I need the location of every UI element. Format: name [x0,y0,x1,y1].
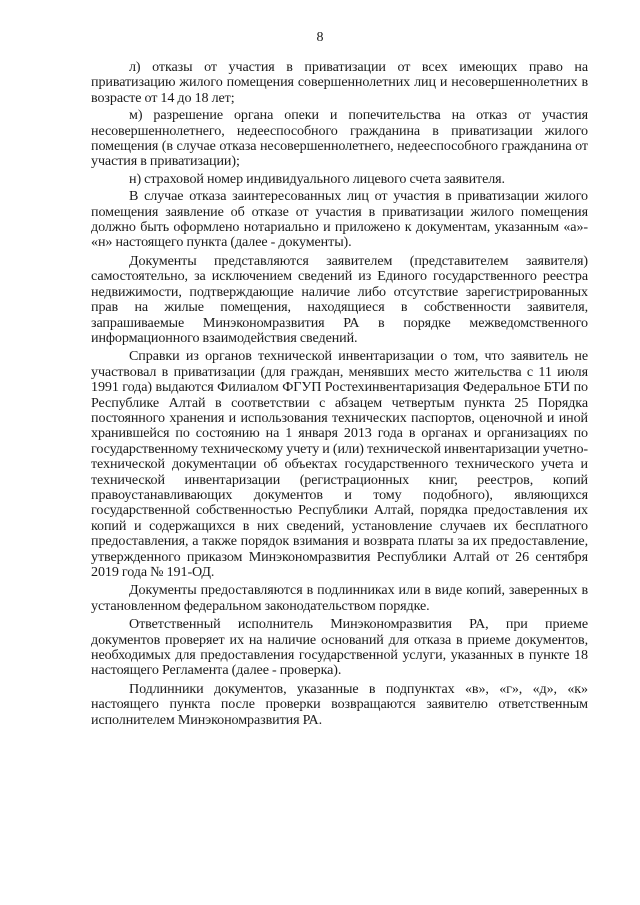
paragraph-originals-or-copies: Документы предоставляются в подлинниках или в виде копий, заверенных в установленном федеральном законодательством порядке. [91,582,588,614]
page-number: 8 [316,30,324,45]
list-item-m: м) разрешение органа опеки и попечительства на отказ от участия несовершеннолетнего, недееспособного гражданина в приватизации жилого помещения (в случае отказа несовершеннолетнего, недееспособного гражданина от участия в приватизации); [91,107,588,170]
paragraph-documents-submitted: Документы представляются заявителем (представителем заявителя) самостоятельно, за исключением сведений из Единого государственного реестра недвижимости, подтверждающие наличие либо отсутствие зарегистрированных прав на жилые помещения, находящиеся в собственности заявителя, запрашиваемые Минэкономразвития РА в порядке межведомственного информационного взаимодействия сведений. [91,252,588,346]
paragraph-refusal: В случае отказа заинтересованных лиц от участия в приватизации жилого помещения заявление об отказе от участия в приватизации жилого помещения должно быть оформлено нотариально и приложено к документам, указанным «а»- «н» настоящего пункта (далее - документы). [91,188,588,251]
document-body [91,60,588,731]
paragraph-responsible-officer: Ответственный исполнитель Минэкономразвития РА, при приеме документов проверяет их на наличие оснований для отказа в приеме документов, необходимых для предоставления государственной услуги, указанных в пункте 18 настоящего Регламента (далее - проверка). [91,616,588,679]
list-item-n: н) страховой номер индивидуального лицевого счета заявителя. [129,170,505,187]
list-item-l: л) отказы от участия в приватизации от всех имеющих право на приватизацию жилого помещения совершеннолетних лиц и несовершеннолетних в возрасте от 14 до 18 лет; [91,59,588,106]
paragraph-originals-returned: Подлинники документов, указанные в подпунктах «в», «г», «д», «к» настоящего пункта после проверки возвращаются заявителю ответственным исполнителем Минэкономразвития РА. [91,680,588,728]
paragraph-bti-certificates: Справки из органов технической инвентаризации о том, что заявитель не участвовал в приватизации (для граждан, менявших место жительства с 11 июля 1991 года) выдаются Филиалом ФГУП Ростехинвентаризация Федеральное БТИ по Республике Алтай в соответствии с абзацем четвертым пункта 25 Порядка постоянного хранения и использования технических паспортов, оценочной и иной хранившейся по состоянию на 1 января 2013 года в органах и организациях по государственному техническому учету и (или) технической инвентаризации учетно-технической документации об объектах государственного технического учета и технической инвентаризации (регистрационных книг, реестров, копий правоустанавливающих документов и тому подобного), являющихся государственной собственностью Республики Алтай, порядка предоставления их копий и содержащихся в них сведений, установление случаев их бесплатного предоставления, а также порядок взимания и возврата платы за их предоставление, утвержденного приказом Минэкономразвития Республики Алтай от 26 сентября 2019 года № 191-ОД. [91,348,588,580]
